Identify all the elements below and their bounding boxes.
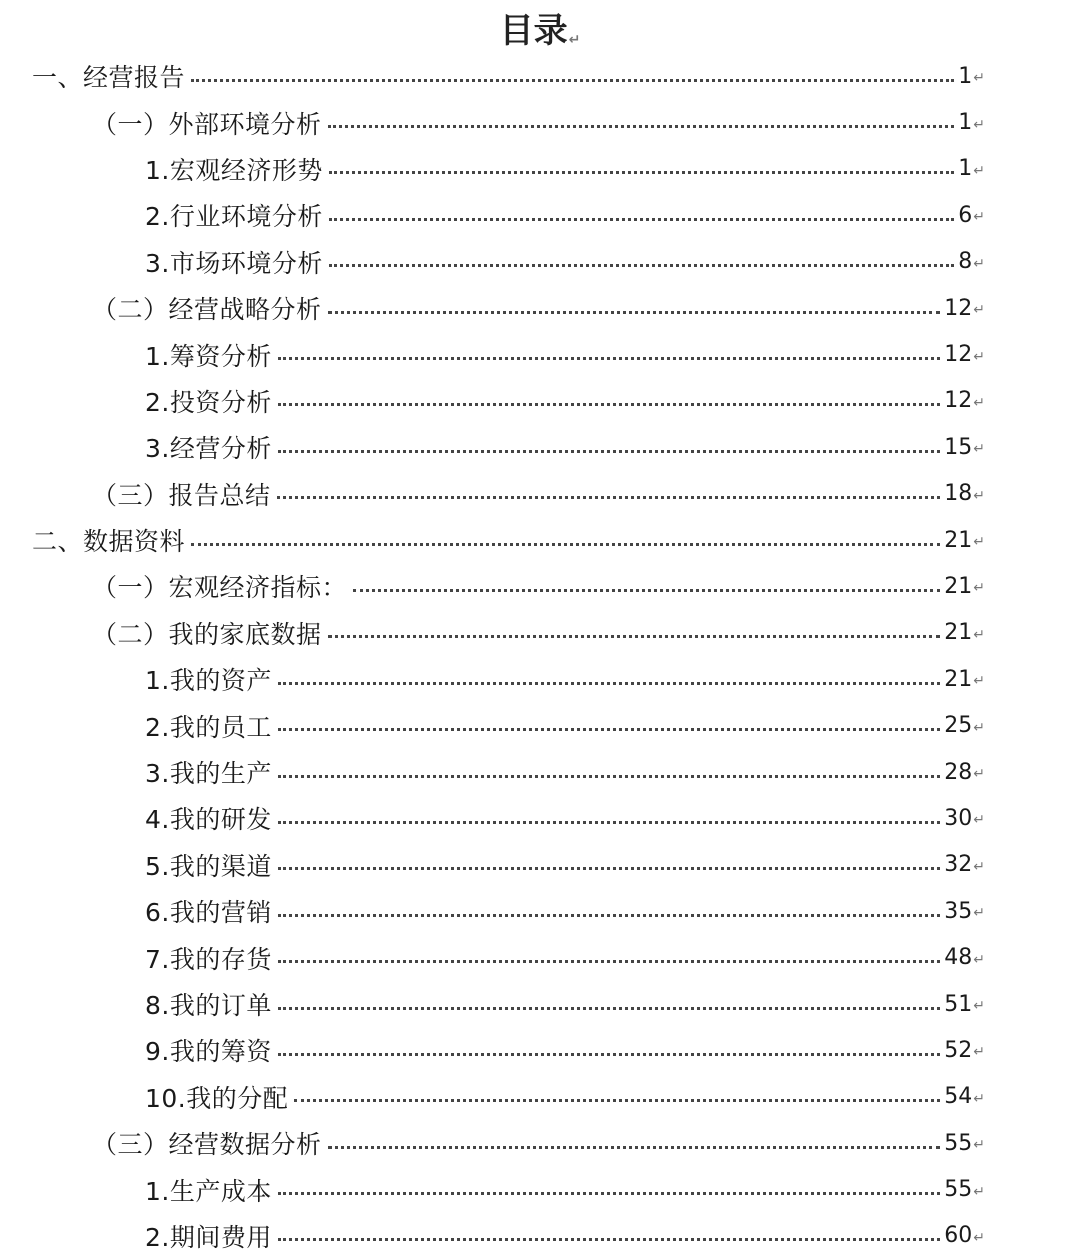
- paragraph-mark-icon: ↵: [973, 719, 985, 736]
- dot-leader: [328, 125, 955, 128]
- toc-page-number: 25: [944, 713, 973, 739]
- toc-page-number: 21: [944, 620, 973, 646]
- dot-leader: [278, 1007, 940, 1010]
- toc-entry-5[interactable]: [0, 239, 1080, 285]
- toc-entry-12[interactable]: [0, 563, 1080, 609]
- toc-entry-1[interactable]: [0, 53, 1080, 99]
- toc-entry-8[interactable]: [0, 378, 1080, 424]
- paragraph-mark-icon: ↵: [973, 858, 985, 875]
- dot-leader: [278, 1192, 940, 1195]
- toc-entry-title: 3.市场环境分析: [145, 248, 323, 278]
- toc-page-number: 21: [944, 527, 973, 553]
- toc-page-number: 60: [944, 1223, 973, 1249]
- toc-entry-title: 6.我的营销: [145, 898, 272, 928]
- paragraph-mark-icon: ↵: [973, 812, 985, 829]
- dot-leader: [329, 264, 954, 267]
- toc-entry-title: 7.我的存货: [145, 944, 272, 974]
- toc-entry-18[interactable]: [0, 842, 1080, 888]
- toc-entry-2[interactable]: [0, 99, 1080, 145]
- toc-entry-25[interactable]: [0, 1166, 1080, 1212]
- dot-leader: [278, 960, 940, 963]
- toc-entry-26[interactable]: [0, 1213, 1080, 1259]
- paragraph-mark-icon: ↵: [973, 951, 985, 968]
- paragraph-mark-icon: ↵: [973, 255, 985, 272]
- toc-entry-20[interactable]: [0, 934, 1080, 980]
- toc-entry-23[interactable]: [0, 1074, 1080, 1120]
- toc-page-number: 35: [944, 898, 973, 924]
- paragraph-mark-icon: ↵: [973, 487, 985, 504]
- toc-entry-title: 2.我的员工: [145, 712, 272, 742]
- dot-leader: [278, 357, 940, 360]
- toc-entry-13[interactable]: [0, 610, 1080, 656]
- toc-entry-21[interactable]: [0, 981, 1080, 1027]
- dot-leader: [294, 1099, 940, 1102]
- toc-page-number: 21: [944, 666, 973, 692]
- toc-page-number: 55: [944, 1177, 973, 1203]
- paragraph-mark-icon: ↵: [973, 348, 985, 365]
- paragraph-mark-icon: ↵: [973, 441, 985, 458]
- paragraph-mark-icon: ↵: [973, 1137, 985, 1154]
- paragraph-mark-icon: ↵: [973, 905, 985, 922]
- toc-page-number: 48: [944, 945, 973, 971]
- paragraph-mark-icon: ↵: [973, 580, 985, 597]
- dot-leader: [278, 1053, 940, 1056]
- dot-leader: [328, 311, 941, 314]
- toc-entry-24[interactable]: [0, 1120, 1080, 1166]
- toc-page-number: 51: [944, 991, 973, 1017]
- toc-entry-title: （二）经营战略分析: [92, 295, 322, 325]
- toc-page-number: 12: [944, 295, 973, 321]
- toc-page-number: 54: [944, 1084, 973, 1110]
- paragraph-mark-icon: ↵: [973, 116, 985, 133]
- paragraph-mark-icon: ↵: [973, 1090, 985, 1107]
- toc-page-number: 28: [944, 759, 973, 785]
- toc-entry-16[interactable]: [0, 749, 1080, 795]
- toc-entry-11[interactable]: [0, 517, 1080, 563]
- toc-entry-title: （二）我的家底数据: [92, 619, 322, 649]
- toc-entry-3[interactable]: [0, 146, 1080, 192]
- toc-page-number: 1: [958, 156, 973, 182]
- paragraph-mark-icon: ↵: [973, 1183, 985, 1200]
- toc-page-number: 1: [958, 110, 973, 136]
- toc-page-number: 30: [944, 805, 973, 831]
- toc-entry-14[interactable]: [0, 656, 1080, 702]
- toc-page-number: 21: [944, 573, 973, 599]
- dot-leader: [353, 589, 940, 592]
- toc-page-number: 12: [944, 342, 973, 368]
- dot-leader: [277, 496, 941, 499]
- paragraph-mark-icon: ↵: [973, 534, 985, 551]
- toc-entry-title: 1.我的资产: [145, 666, 272, 696]
- toc-entry-22[interactable]: [0, 1027, 1080, 1073]
- toc-entry-title: （三）报告总结: [92, 480, 271, 510]
- dot-leader: [278, 728, 940, 731]
- toc-entry-title: （一）外部环境分析: [92, 109, 322, 139]
- toc-entry-title: 一、经营报告: [32, 63, 186, 93]
- toc-entry-10[interactable]: [0, 471, 1080, 517]
- toc-entry-4[interactable]: [0, 192, 1080, 238]
- toc-entry-19[interactable]: [0, 888, 1080, 934]
- paragraph-mark-icon: ↵: [973, 626, 985, 643]
- dot-leader: [328, 635, 941, 638]
- paragraph-mark-icon: ↵: [973, 998, 985, 1014]
- toc-entry-title: （三）经营数据分析: [92, 1130, 322, 1160]
- toc-entry-title: 3.我的生产: [145, 759, 272, 789]
- toc-page-number: 18: [944, 481, 973, 507]
- toc-entry-title: 5.我的渠道: [145, 851, 272, 881]
- paragraph-mark-icon: ↵: [973, 394, 985, 411]
- toc-entry-title: 二、数据资料: [32, 527, 186, 557]
- dot-leader: [328, 1146, 941, 1149]
- dot-leader: [278, 821, 940, 824]
- paragraph-mark-icon: ↵: [973, 302, 985, 319]
- paragraph-mark-icon: ↵: [973, 209, 985, 226]
- paragraph-mark-icon: ↵: [568, 31, 581, 48]
- toc-entry-9[interactable]: [0, 424, 1080, 470]
- dot-leader: [278, 867, 940, 870]
- toc-page-number: 32: [944, 852, 973, 878]
- toc-entry-title: 1.筹资分析: [145, 341, 272, 371]
- toc-entry-title: 8.我的订单: [145, 991, 272, 1020]
- toc-entry-7[interactable]: [0, 331, 1080, 377]
- toc-entry-6[interactable]: [0, 285, 1080, 331]
- dot-leader: [278, 914, 940, 917]
- dot-leader: [278, 682, 940, 685]
- toc-page-number: 12: [944, 388, 973, 414]
- toc-page-number: 52: [944, 1037, 973, 1063]
- dot-leader: [329, 171, 954, 174]
- paragraph-mark-icon: ↵: [973, 1229, 985, 1246]
- dot-leader: [191, 79, 954, 82]
- paragraph-mark-icon: ↵: [973, 1044, 985, 1061]
- dot-leader: [329, 218, 954, 221]
- toc-entry-title: 1.宏观经济形势: [145, 155, 323, 185]
- toc-entry-title: 2.投资分析: [145, 387, 272, 417]
- table-of-contents: [0, 53, 1080, 1259]
- toc-entry-title: 3.经营分析: [145, 434, 272, 464]
- title-text: 目录: [499, 10, 568, 51]
- dot-leader: [278, 403, 940, 406]
- toc-page-number: 8: [958, 249, 973, 275]
- paragraph-mark-icon: ↵: [973, 673, 985, 690]
- toc-entry-title: 10.我的分配: [145, 1083, 289, 1113]
- toc-entry-title: 2.期间费用: [145, 1222, 272, 1252]
- toc-entry-title: 9.我的筹资: [145, 1037, 272, 1067]
- toc-entry-title: 2.行业环境分析: [145, 202, 323, 232]
- paragraph-mark-icon: ↵: [973, 70, 985, 87]
- toc-page-number: 55: [944, 1130, 973, 1156]
- dot-leader: [191, 543, 940, 546]
- dot-leader: [278, 450, 940, 453]
- dot-leader: [278, 775, 940, 778]
- toc-page-number: 15: [944, 434, 973, 460]
- toc-entry-15[interactable]: [0, 702, 1080, 748]
- toc-entry-title: 1.生产成本: [145, 1176, 272, 1206]
- dot-leader: [278, 1238, 940, 1241]
- toc-entry-17[interactable]: [0, 795, 1080, 841]
- toc-entry-title: （一）宏观经济指标：: [92, 573, 348, 603]
- toc-entry-title: 4.我的研发: [145, 805, 272, 835]
- paragraph-mark-icon: ↵: [973, 162, 985, 179]
- paragraph-mark-icon: ↵: [973, 766, 985, 783]
- toc-page-number: 6: [958, 202, 973, 228]
- toc-page-number: 1: [958, 63, 973, 89]
